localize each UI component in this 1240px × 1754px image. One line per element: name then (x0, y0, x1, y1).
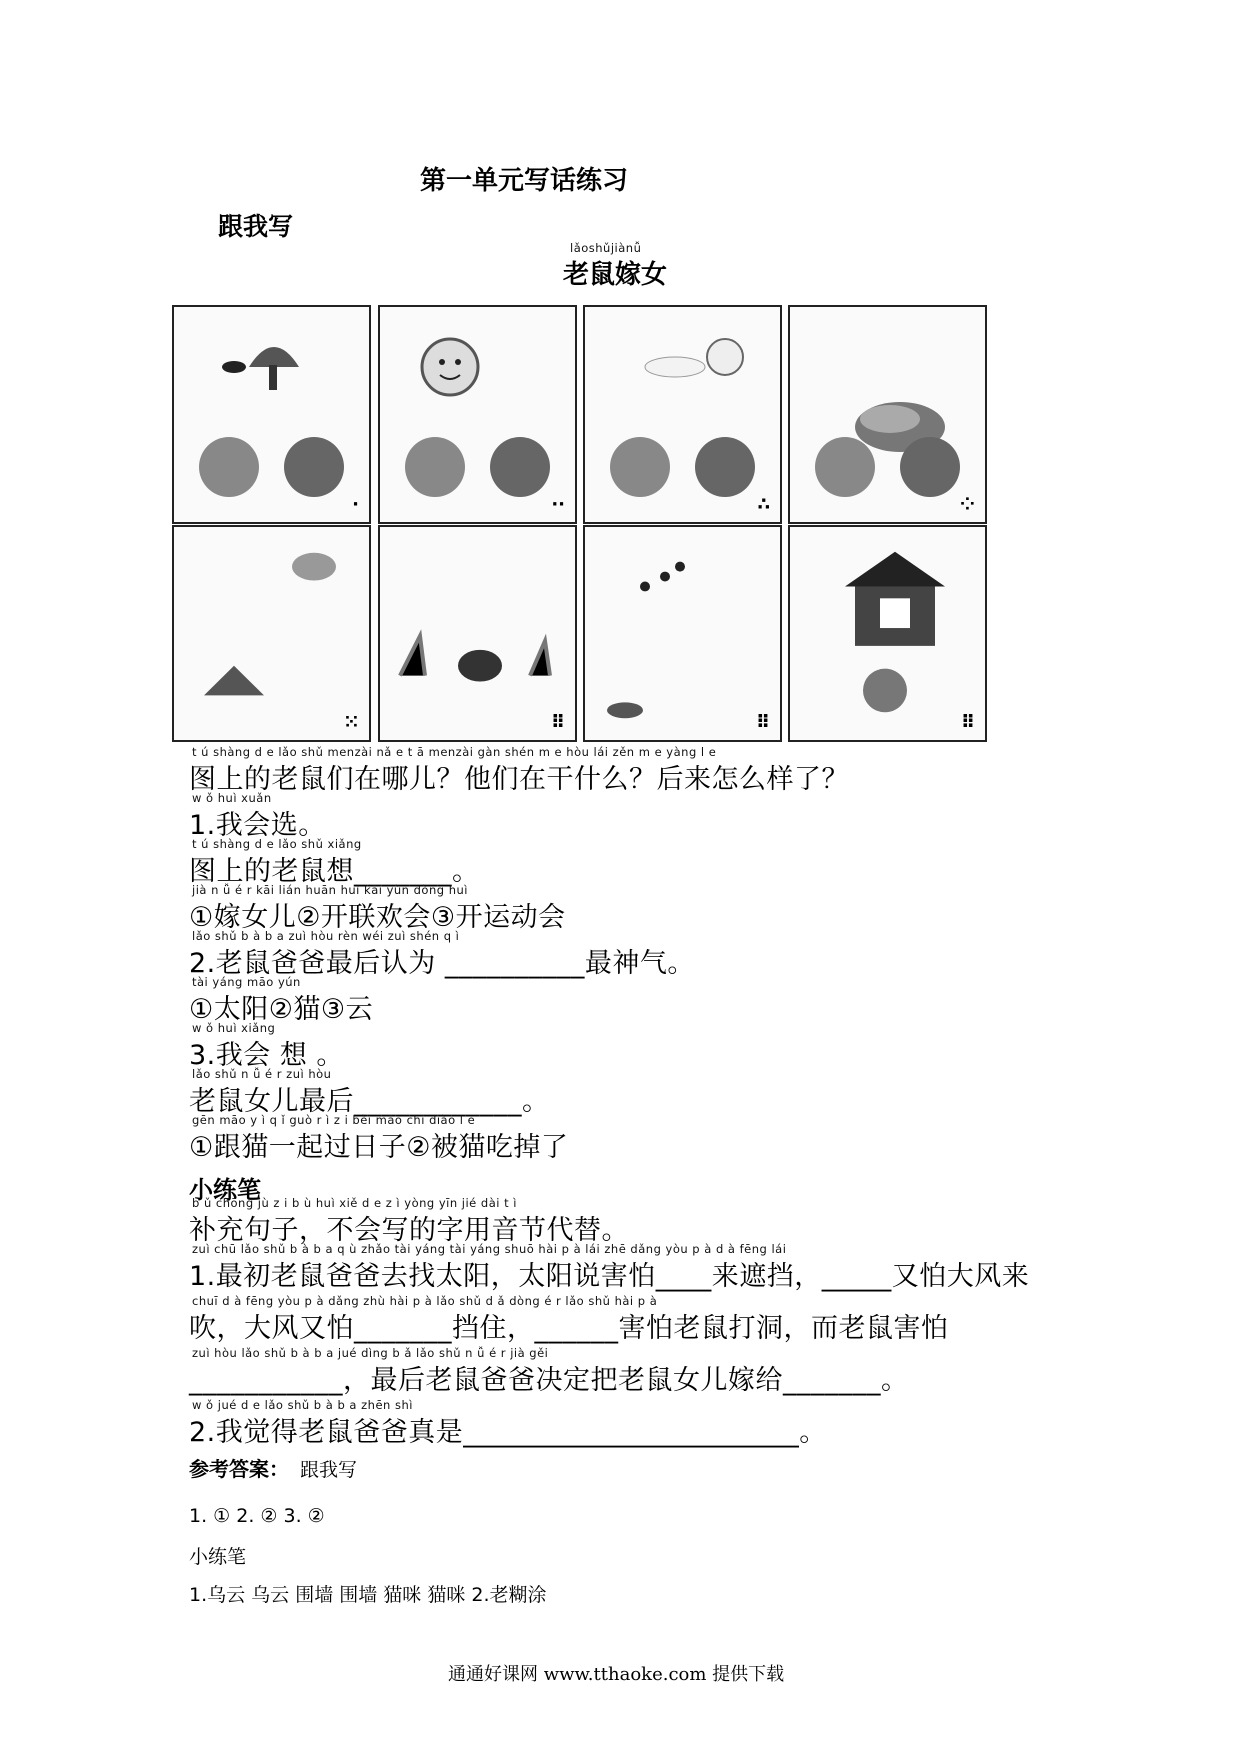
text-line: 老鼠女儿最后____________。 (189, 1086, 550, 1117)
text-line: 图上的老鼠想_______。 (189, 856, 480, 887)
text-line: 补充句子，不会写的字用音节代替。 (189, 1215, 629, 1246)
pinyin-line: t ú shàng d e lǎo shǔ menzài nǎ e t ā menzài gàn shén m e hòu lái zěn m e yàng l e (192, 745, 717, 759)
story-title-pinyin: lǎoshǔjiànǚ (570, 241, 642, 255)
answer-line-2: 小练笔 (189, 1546, 247, 1568)
panel-illustration (585, 527, 780, 740)
panel-dice-mark: ⠿ (755, 712, 770, 733)
text-line: 2.我觉得老鼠爸爸真是________________________。 (189, 1417, 827, 1448)
picture-panel (172, 525, 371, 742)
text-line: 吹，大风又怕_______挡住，______害怕老鼠打洞，而老鼠害怕 (189, 1313, 949, 1344)
text-line: 2.老鼠爸爸最后认为 __________最神气。 (189, 948, 695, 979)
text-line: 3.我会 想 。 (189, 1040, 344, 1071)
pinyin-line: jià n ǚ é r kāi lián huān huì kāi yùn dòng huì (192, 883, 468, 897)
panel-illustration (380, 527, 575, 740)
panel-illustration (585, 307, 780, 522)
answer-line-1: 1. ① 2. ② 3. ② (189, 1505, 325, 1527)
panel-dice-mark: ⠿ (960, 712, 975, 733)
text-line: 1.最初老鼠爸爸去找太阳，太阳说害怕____来遮挡，_____又怕大风来 (189, 1261, 1030, 1292)
pinyin-line: t ú shàng d e lǎo shǔ xiǎng (192, 837, 362, 851)
text-line: ①嫁女儿②开联欢会③开运动会 (189, 902, 566, 933)
pinyin-line: lǎo shǔ n ǚ é r zuì hòu (192, 1067, 332, 1081)
pinyin-line: zuì chū lǎo shǔ b à b a q ù zhǎo tài yáng tài yáng shuō hài p à lái zhē dǎng yòu p à d à fēng lái (192, 1242, 787, 1256)
picture-panel (172, 305, 371, 524)
pinyin-line: tài yáng māo yún (192, 975, 301, 989)
picture-panel (788, 305, 987, 524)
panel-dice-mark: · (352, 494, 359, 515)
panel-illustration (790, 307, 985, 522)
answer-heading-tail: 跟我写 (300, 1459, 358, 1481)
panel-dice-mark: ⁙ (343, 712, 359, 733)
picture-panel (788, 525, 987, 742)
picture-panel (378, 525, 577, 742)
pinyin-line: gēn māo y ì q ǐ guò r ì z i bèi māo chī diào l e (192, 1113, 476, 1127)
text-line: ①跟猫一起过日子②被猫吃掉了 (189, 1132, 569, 1163)
pinyin-line: chuī d à fēng yòu p à dǎng zhù hài p à lǎo shǔ d ǎ dòng é r lǎo shǔ hài p à (192, 1294, 658, 1308)
text-line: 图上的老鼠们在哪儿？他们在干什么？后来怎么样了？ (189, 764, 849, 795)
picture-panel (378, 305, 577, 524)
section-heading-follow: 跟我写 (218, 212, 294, 241)
panel-illustration (790, 527, 985, 740)
picture-panel (583, 305, 782, 524)
pinyin-line: w ǒ huì xiǎng (192, 1021, 276, 1035)
panel-illustration (174, 527, 369, 740)
pinyin-line: zuì hòu lǎo shǔ b à b a jué dìng b ǎ lǎo shǔ n ǚ é r jià gěi (192, 1346, 549, 1360)
answer-heading: 参考答案： (189, 1457, 289, 1481)
panel-illustration (380, 307, 575, 522)
footer-credit: 通通好课网 www.tthaoke.com 提供下载 (448, 1664, 785, 1685)
panel-dice-mark: ∴ (757, 494, 770, 515)
picture-panel (583, 525, 782, 742)
section-heading-practice: 小练笔 (189, 1176, 261, 1204)
pinyin-line: w ǒ huì xuǎn (192, 791, 272, 805)
page-title: 第一单元写话练习 (420, 166, 629, 196)
panel-dice-mark: ⁘ (959, 494, 975, 515)
panel-illustration (174, 307, 369, 522)
pinyin-line: lǎo shǔ b à b a zuì hòu rèn wéi zuì shén q ì (192, 929, 460, 943)
text-line: 1.我会选。 (189, 810, 326, 841)
text-line: ___________，最后老鼠爸爸决定把老鼠女儿嫁给_______。 (189, 1365, 909, 1396)
text-line: ①太阳②猫③云 (189, 994, 374, 1025)
panel-dice-mark: ·· (551, 494, 565, 515)
answer-line-3: 1.乌云 乌云 围墙 围墙 猫咪 猫咪 2.老糊涂 (189, 1584, 547, 1606)
story-title: 老鼠嫁女 (563, 260, 668, 290)
pinyin-line: b ǔ chōng jù z i b ù huì xiě d e z ì yòng yīn jié dài t ì (192, 1196, 517, 1210)
pinyin-line: w ǒ jué d e lǎo shǔ b à b a zhēn shì (192, 1398, 413, 1412)
panel-dice-mark: ⠿ (550, 712, 565, 733)
